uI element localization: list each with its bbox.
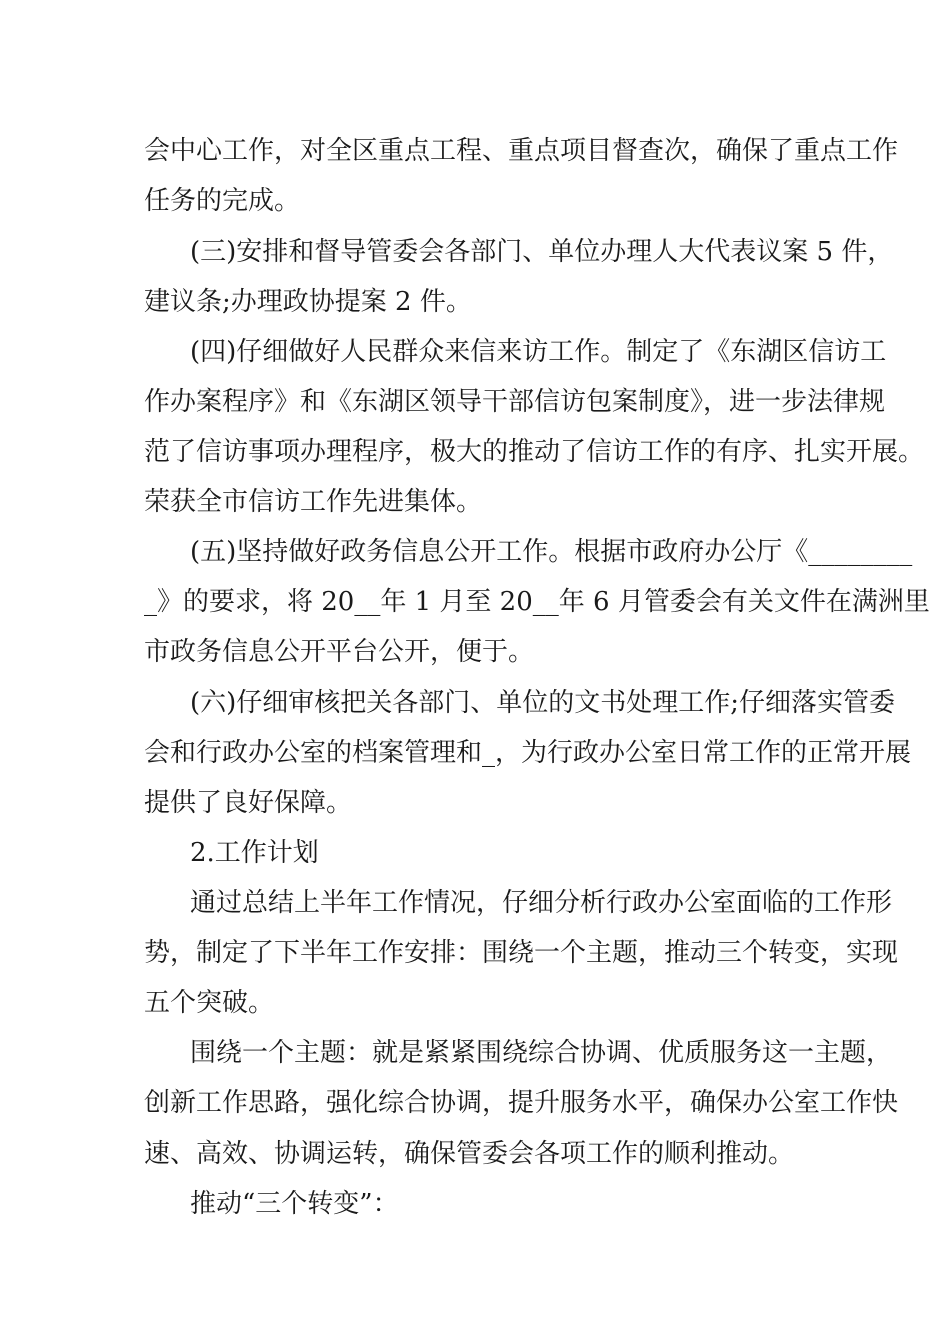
section-heading: 2.工作计划 [190, 838, 319, 868]
text-line: 通过总结上半年工作情况，仔细分析行政办公室面临的工作形 [190, 888, 893, 918]
text-line: 作办案程序》和《东湖区领导干部信访包案制度》，进一步法律规 [144, 387, 886, 417]
text-line: 势，制定了下半年工作安排：围绕一个主题，推动三个转变，实现 [144, 938, 899, 968]
text-line: 市政务信息公开平台公开，便于。 [144, 637, 535, 667]
text-line: 围绕一个主题：就是紧紧围绕综合协调、优质服务这一主题， [190, 1038, 893, 1068]
text-line: (六)仔细审核把关各部门、单位的文书处理工作;仔细落实管委 [190, 688, 896, 718]
text-line: 速、高效、协调运转，确保管委会各项工作的顺利推动。 [144, 1139, 795, 1169]
text-line: (五)坚持做好政务信息公开工作。根据市政府办公厅《________ [190, 537, 913, 567]
text-line: _》的要求，将 20__年 1 月至 20__年 6 月管委会有关文件在满洲里 [144, 587, 930, 617]
text-line: 范了信访事项办理程序，极大的推动了信访工作的有序、扎实开展。 [144, 437, 925, 467]
text-line: 提供了良好保障。 [144, 788, 353, 818]
text-line: 五个突破。 [144, 988, 275, 1018]
text-line: (三)安排和督导管委会各部门、单位办理人大代表议案 5 件， [190, 237, 894, 267]
text-line: 建议条;办理政协提案 2 件。 [144, 287, 472, 317]
text-line: 任务的完成。 [144, 186, 301, 216]
text-line: 推动“三个转变”： [190, 1189, 399, 1219]
text-line: 荣获全市信访工作先进集体。 [144, 487, 483, 517]
text-line: 创新工作思路，强化综合协调，提升服务水平，确保办公室工作快 [144, 1088, 899, 1118]
text-line: 会和行政办公室的档案管理和_，为行政办公室日常工作的正常开展 [144, 738, 912, 768]
text-line: 会中心工作，对全区重点工程、重点项目督查次，确保了重点工作 [144, 136, 899, 166]
text-line: (四)仔细做好人民群众来信来访工作。制定了《东湖区信访工 [190, 337, 887, 367]
